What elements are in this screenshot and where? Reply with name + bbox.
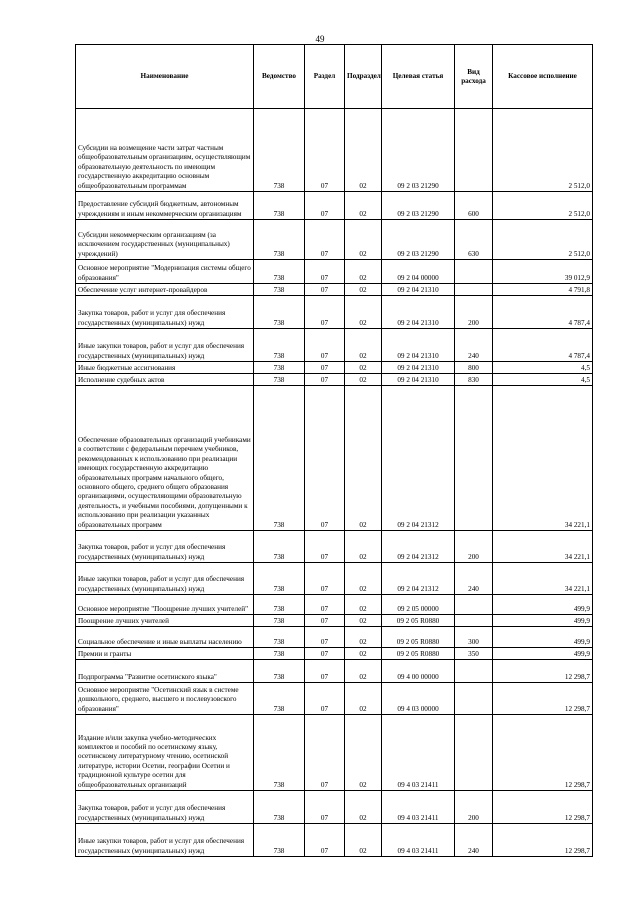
row-section: 07 <box>305 563 345 595</box>
row-section: 07 <box>305 660 345 683</box>
row-expense-type: 600 <box>455 192 493 220</box>
row-section: 07 <box>305 595 345 615</box>
row-target-article: 09 2 03 21290 <box>382 220 455 260</box>
row-section: 07 <box>305 627 345 648</box>
table-row <box>76 627 593 648</box>
row-name <box>76 824 254 857</box>
row-subsection: 02 <box>345 329 382 362</box>
row-department: 738 <box>254 715 305 791</box>
row-department: 738 <box>254 615 305 627</box>
row-expense-type: 300 <box>455 627 493 648</box>
table-row <box>76 329 593 362</box>
table-row <box>76 374 593 386</box>
row-section: 07 <box>305 791 345 824</box>
row-expense-type: 630 <box>455 220 493 260</box>
row-expense-type <box>455 260 493 284</box>
row-name <box>76 627 254 648</box>
row-department: 738 <box>254 660 305 683</box>
row-name <box>76 374 254 386</box>
row-cash-execution: 34 221,1 <box>493 386 593 531</box>
table-row <box>76 715 593 791</box>
row-name-text: Обеспечение услуг интернет-провайдеров <box>78 285 208 294</box>
table-row <box>76 260 593 284</box>
table-row <box>76 563 593 595</box>
row-subsection: 02 <box>345 824 382 857</box>
row-expense-type: 240 <box>455 329 493 362</box>
header-department: Ведомство <box>254 45 305 109</box>
row-expense-type: 240 <box>455 824 493 857</box>
row-target-article: 09 2 04 21310 <box>382 374 455 386</box>
row-target-article: 09 2 03 21290 <box>382 109 455 192</box>
row-cash-execution: 34 221,1 <box>493 531 593 563</box>
row-department: 738 <box>254 791 305 824</box>
row-name <box>76 192 254 220</box>
row-subsection: 02 <box>345 362 382 374</box>
row-cash-execution: 12 298,7 <box>493 715 593 791</box>
row-subsection: 02 <box>345 192 382 220</box>
row-expense-type <box>455 715 493 791</box>
table-row <box>76 362 593 374</box>
row-department: 738 <box>254 531 305 563</box>
row-target-article: 09 2 05 00000 <box>382 595 455 615</box>
row-cash-execution: 499,9 <box>493 648 593 660</box>
row-name <box>76 791 254 824</box>
row-cash-execution: 499,9 <box>493 615 593 627</box>
row-name-text: Закупка товаров, работ и услуг для обеспечения государственных (муниципальных) нужд <box>78 309 226 327</box>
row-name-text: Основное мероприятие "Модернизация системы общего образования" <box>78 264 251 282</box>
row-department: 738 <box>254 220 305 260</box>
row-department: 738 <box>254 595 305 615</box>
row-subsection: 02 <box>345 683 382 715</box>
row-target-article: 09 2 04 21312 <box>382 563 455 595</box>
row-section: 07 <box>305 296 345 329</box>
row-expense-type: 800 <box>455 362 493 374</box>
row-name-text: Закупка товаров, работ и услуг для обеспечения государственных (муниципальных) нужд <box>78 543 226 561</box>
row-target-article: 09 2 05 R0880 <box>382 648 455 660</box>
row-expense-type <box>455 284 493 296</box>
row-expense-type: 830 <box>455 374 493 386</box>
row-name-text: Субсидии некоммерческим организациям (за исключением государственных (муниципальных) учреждений) <box>78 230 230 258</box>
row-subsection: 02 <box>345 109 382 192</box>
row-expense-type <box>455 109 493 192</box>
row-section: 07 <box>305 648 345 660</box>
table-row <box>76 648 593 660</box>
row-target-article: 09 2 04 21312 <box>382 386 455 531</box>
table-row <box>76 296 593 329</box>
row-name <box>76 284 254 296</box>
header-subsection: Подраздел <box>345 45 382 109</box>
page-number: 49 <box>315 34 325 44</box>
row-subsection: 02 <box>345 284 382 296</box>
row-cash-execution: 39 012,9 <box>493 260 593 284</box>
row-cash-execution: 12 298,7 <box>493 660 593 683</box>
row-department: 738 <box>254 284 305 296</box>
row-target-article: 09 2 04 21310 <box>382 284 455 296</box>
table-row <box>76 386 593 531</box>
row-cash-execution: 2 512,0 <box>493 220 593 260</box>
row-section: 07 <box>305 220 345 260</box>
row-target-article: 09 4 00 00000 <box>382 660 455 683</box>
row-name <box>76 615 254 627</box>
row-name <box>76 683 254 715</box>
row-name-text: Исполнение судебных актов <box>78 375 165 384</box>
table-row <box>76 683 593 715</box>
row-target-article: 09 2 04 21310 <box>382 296 455 329</box>
row-department: 738 <box>254 386 305 531</box>
row-expense-type <box>455 595 493 615</box>
row-section: 07 <box>305 683 345 715</box>
table-row <box>76 791 593 824</box>
row-subsection: 02 <box>345 374 382 386</box>
row-expense-type <box>455 615 493 627</box>
row-name-text: Иные закупки товаров, работ и услуг для обеспечения государственных (муниципальных) нужд <box>78 837 245 855</box>
table-row <box>76 531 593 563</box>
row-name <box>76 660 254 683</box>
table-row <box>76 824 593 857</box>
row-department: 738 <box>254 109 305 192</box>
table-row <box>76 109 593 192</box>
row-cash-execution: 12 298,7 <box>493 683 593 715</box>
row-cash-execution: 2 512,0 <box>493 192 593 220</box>
row-department: 738 <box>254 329 305 362</box>
budget-execution-table <box>75 44 593 857</box>
row-name-text: Премии и гранты <box>78 649 132 658</box>
row-target-article: 09 2 04 21310 <box>382 329 455 362</box>
header-cash-execution: Кассовое исполнение <box>493 45 593 109</box>
row-subsection: 02 <box>345 563 382 595</box>
row-name <box>76 362 254 374</box>
row-section: 07 <box>305 374 345 386</box>
row-department: 738 <box>254 563 305 595</box>
table-row <box>76 615 593 627</box>
row-section: 07 <box>305 362 345 374</box>
row-cash-execution: 34 221,1 <box>493 563 593 595</box>
row-department: 738 <box>254 648 305 660</box>
header-section: Раздел <box>305 45 345 109</box>
row-name <box>76 260 254 284</box>
row-subsection: 02 <box>345 615 382 627</box>
row-name <box>76 648 254 660</box>
row-subsection: 02 <box>345 791 382 824</box>
row-subsection: 02 <box>345 386 382 531</box>
row-subsection: 02 <box>345 627 382 648</box>
row-name-text: Издание и/или закупка учебно-методических комплектов и пособий по осетинскому языку, осетинскому литературному чтению, осетинской литературе, истории Осетии, географии Осетии и традиционной культуре осетин для общеобразовательных организаций <box>78 733 230 789</box>
row-cash-execution: 2 512,0 <box>493 109 593 192</box>
row-target-article: 09 4 03 21411 <box>382 824 455 857</box>
row-expense-type: 200 <box>455 791 493 824</box>
row-cash-execution: 499,9 <box>493 627 593 648</box>
row-name <box>76 715 254 791</box>
row-name <box>76 109 254 192</box>
row-subsection: 02 <box>345 296 382 329</box>
row-department: 738 <box>254 296 305 329</box>
row-department: 738 <box>254 683 305 715</box>
row-cash-execution: 4,5 <box>493 362 593 374</box>
row-target-article: 09 2 04 21310 <box>382 362 455 374</box>
row-cash-execution: 4 787,4 <box>493 329 593 362</box>
row-expense-type: 200 <box>455 531 493 563</box>
row-department: 738 <box>254 260 305 284</box>
row-name-text: Закупка товаров, работ и услуг для обеспечения государственных (муниципальных) нужд <box>78 804 226 822</box>
row-name <box>76 563 254 595</box>
row-target-article: 09 4 03 21411 <box>382 715 455 791</box>
row-cash-execution: 12 298,7 <box>493 791 593 824</box>
row-subsection: 02 <box>345 531 382 563</box>
row-section: 07 <box>305 615 345 627</box>
row-expense-type <box>455 660 493 683</box>
row-name <box>76 595 254 615</box>
row-name <box>76 386 254 531</box>
header-expense-type: Вид расхода <box>455 45 493 109</box>
row-section: 07 <box>305 192 345 220</box>
row-department: 738 <box>254 627 305 648</box>
row-name-text: Предоставление субсидий бюджетным, автономным учреждениям и иным некоммерческим организациям <box>78 200 242 218</box>
row-name-text: Иные бюджетные ассигнования <box>78 363 176 372</box>
row-name-text: Иные закупки товаров, работ и услуг для обеспечения государственных (муниципальных) нужд <box>78 575 245 593</box>
row-department: 738 <box>254 824 305 857</box>
row-section: 07 <box>305 715 345 791</box>
row-name <box>76 220 254 260</box>
row-name <box>76 531 254 563</box>
row-department: 738 <box>254 192 305 220</box>
table-row <box>76 284 593 296</box>
row-target-article: 09 2 03 21290 <box>382 192 455 220</box>
row-department: 738 <box>254 362 305 374</box>
row-target-article: 09 2 04 00000 <box>382 260 455 284</box>
row-expense-type: 200 <box>455 296 493 329</box>
row-target-article: 09 2 05 R0880 <box>382 627 455 648</box>
row-cash-execution: 4 787,4 <box>493 296 593 329</box>
row-target-article: 09 2 05 R0880 <box>382 615 455 627</box>
row-name-text: Основное мероприятие "Осетинский язык в системе дошкольного, среднего, высшего и послевузовского образования" <box>78 685 239 713</box>
table-header-row <box>76 45 593 109</box>
row-subsection: 02 <box>345 260 382 284</box>
row-name-text: Подпрограмма "Развитие осетинского языка" <box>78 672 217 681</box>
row-target-article: 09 4 03 00000 <box>382 683 455 715</box>
header-name: Наименование <box>76 45 254 109</box>
row-section: 07 <box>305 329 345 362</box>
row-target-article: 09 2 04 21312 <box>382 531 455 563</box>
table-row <box>76 220 593 260</box>
row-subsection: 02 <box>345 660 382 683</box>
row-section: 07 <box>305 824 345 857</box>
row-expense-type <box>455 386 493 531</box>
row-name <box>76 329 254 362</box>
row-cash-execution: 499,9 <box>493 595 593 615</box>
table-row <box>76 192 593 220</box>
row-expense-type: 240 <box>455 563 493 595</box>
row-section: 07 <box>305 109 345 192</box>
row-name-text: Социальное обеспечение и иные выплаты населению <box>78 637 242 646</box>
row-subsection: 02 <box>345 595 382 615</box>
row-cash-execution: 4,5 <box>493 374 593 386</box>
row-section: 07 <box>305 531 345 563</box>
row-cash-execution: 12 298,7 <box>493 824 593 857</box>
row-subsection: 02 <box>345 648 382 660</box>
table-row <box>76 595 593 615</box>
row-cash-execution: 4 791,8 <box>493 284 593 296</box>
row-subsection: 02 <box>345 220 382 260</box>
row-name-text: Обеспечение образовательных организаций учебниками в соответствии с федеральным перечнем учебников, рекомендованных к использованию при реализации имеющих государственную аккредитацию образовательных программ начального общего, основного общего, среднего общего образования организациями, осуществляющими образовательную деятельность, и учебными пособиями, допущенными к использованию при реализации указанных образовательных программ <box>78 435 251 529</box>
row-section: 07 <box>305 260 345 284</box>
row-name <box>76 296 254 329</box>
row-name-text: Иные закупки товаров, работ и услуг для обеспечения государственных (муниципальных) нужд <box>78 342 245 360</box>
row-expense-type <box>455 683 493 715</box>
row-subsection: 02 <box>345 715 382 791</box>
row-name-text: Субсидии на возмещение части затрат частным общеобразовательным организациям, осуществляющим образовательную деятельность по имеющим государственную аккредитацию основным общеобразовательным программам <box>78 143 251 190</box>
row-name-text: Основное мероприятие "Поощрение лучших учителей" <box>78 604 249 613</box>
header-target-article: Целевая статья <box>382 45 455 109</box>
row-section: 07 <box>305 386 345 531</box>
row-expense-type: 350 <box>455 648 493 660</box>
table-row <box>76 660 593 683</box>
row-target-article: 09 4 03 21411 <box>382 791 455 824</box>
row-section: 07 <box>305 284 345 296</box>
row-department: 738 <box>254 374 305 386</box>
row-name-text: Поощрение лучших учителей <box>78 616 169 625</box>
